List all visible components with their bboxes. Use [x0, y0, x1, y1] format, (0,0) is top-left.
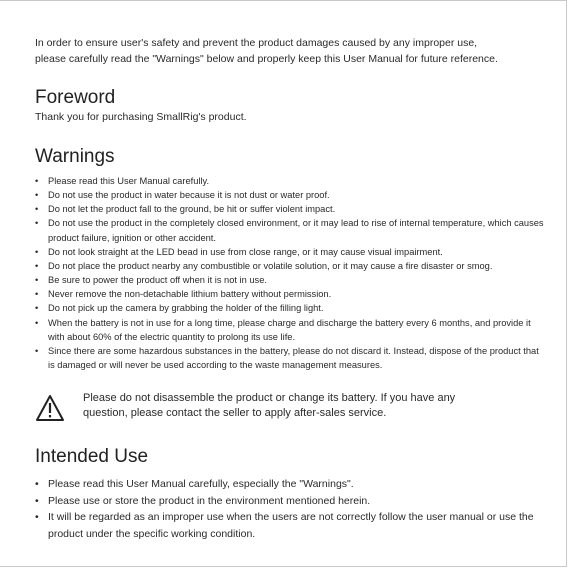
warning-item: • Do not use the product in the completely closed environment, or it may lead to rise of internal temperature, which causes product failure, ignition or other accident. — [35, 216, 545, 244]
intro-line-1: In order to ensure user's safety and prevent the product damages caused by any improper use, — [35, 37, 478, 49]
warning-triangle-icon — [35, 394, 65, 422]
warning-item: • Since there are some hazardous substances in the battery, please do not discard it. Instead, dispose of the product that is damaged or will never be used according to the waste management measures. — [35, 344, 545, 372]
intro-paragraph — [35, 35, 555, 67]
warning-item: • Do not pick up the camera by grabbing the holder of the filling light. — [35, 301, 545, 315]
warnings-list — [35, 174, 545, 372]
foreword-heading: Foreword — [35, 87, 116, 108]
warnings-heading: Warnings — [35, 146, 115, 167]
intended-use-heading: Intended Use — [35, 446, 149, 467]
warning-item: • Never remove the non-detachable lithium battery without permission. — [35, 287, 545, 301]
foreword-text: Thank you for purchasing SmallRig's product. — [35, 111, 247, 123]
intended-use-item: • Please read this User Manual carefully, especially the "Warnings". — [35, 476, 545, 493]
warning-item: • Do not place the product nearby any combustible or volatile solution, or it may cause a fire disaster or smog. — [35, 259, 545, 273]
warning-item: • Please read this User Manual carefully. — [35, 174, 545, 188]
intro-line-2: please carefully read the "Warnings" below and properly keep this User Manual for future reference. — [35, 53, 498, 65]
warning-item: • Do not look straight at the LED bead in use from close range, or it may cause visual impairment. — [35, 245, 545, 259]
caution-line-1: Please do not disassemble the product or change its battery. If you have any — [83, 392, 456, 404]
warning-item: • When the battery is not in use for a long time, please charge and discharge the battery every 6 months, and provide it with about 60% of the electric quantity to prolong its use life. — [35, 316, 545, 344]
warning-item: • Be sure to power the product off when it is not in use. — [35, 273, 545, 287]
warning-item: • Do not let the product fall to the ground, be hit or suffer violent impact. — [35, 202, 545, 216]
caution-notice — [35, 391, 555, 427]
warning-item: • Do not use the product in water because it is not dust or water proof. — [35, 188, 545, 202]
caution-line-2: question, please contact the seller to apply after-sales service. — [83, 407, 387, 419]
intended-use-item: • Please use or store the product in the environment mentioned herein. — [35, 493, 545, 510]
intended-use-list — [35, 476, 545, 542]
intended-use-item: • It will be regarded as an improper use when the users are not correctly follow the user manual or use the product under the specific working condition. — [35, 509, 545, 542]
caution-text — [83, 391, 455, 421]
